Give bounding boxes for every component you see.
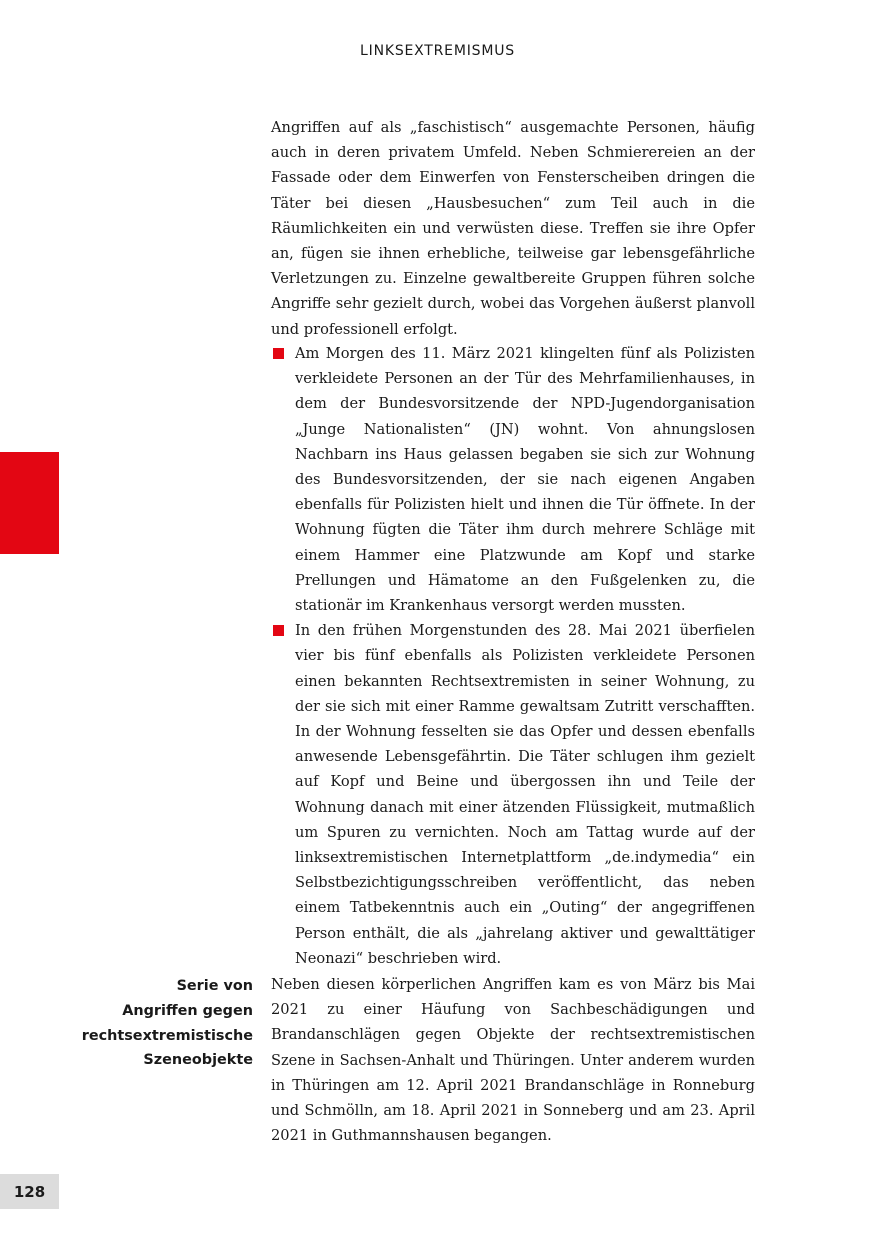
closing-paragraph: Neben diesen körperlichen Angriffen kam es von März bis Mai 2021 zu einer Häufung von Sachbeschädigungen und Brandanschlägen gegen Objekte der rechtsextremistischen Szene in Sachsen-Anhalt und Thüringen. Unter anderem wurden in Thüringen am 12. April 2021 Brandanschläge in Ronneburg und Schmölln, am 18. April 2021 in Sonneberg und am 23. April 2021 in Guthmannshausen begangen. — [271, 976, 755, 1145]
incident-list — [271, 341, 755, 971]
list-item — [271, 341, 755, 618]
margin-note-line: Angriffen gegen — [122, 1002, 253, 1019]
intro-paragraph: Angriffen auf als „faschistisch“ ausgemachte Personen, häufig auch in deren privatem Umfeld. Neben Schmierereien an der Fassade oder dem Einwerfen von Fensterscheiben dringen die Täter bei diesen „Hausbesuchen“ zum Teil auch in die Räumlichkeiten ein und verwüsten diese. Treffen sie ihre Opfer an, fügen sie ihnen erhebliche, teilweise gar lebensgefährliche Verletzungen zu. Einzelne gewaltbereite Gruppen führen solche Angriffe sehr gezielt durch, wobei das Vorgehen äußerst planvoll und professionell erfolgt. — [271, 119, 755, 338]
running-header: LINKSEXTREMISMUS — [360, 43, 515, 59]
margin-note-line: rechtsextremistische — [81, 1027, 253, 1044]
margin-note — [60, 974, 253, 1073]
chapter-tab-marker — [0, 452, 59, 554]
square-bullet-icon — [273, 348, 284, 359]
list-item-text: In den frühen Morgenstunden des 28. Mai 2021 überfielen vier bis fünf ebenfalls als Polizisten verkleidete Personen einen bekannten Rechtsextremisten in seiner Wohnung, zu der sie sich mit einer Ramme gewaltsam Zutritt verschafften. In der Wohnung fesselten sie das Opfer und dessen ebenfalls anwesende Lebensgefährtin. Die Täter schlugen ihm gezielt auf Kopf und Beine und übergossen ihn und Teile der Wohnung danach mit einer ätzenden Flüssigkeit, mutmaßlich um Spuren zu vernichten. Noch am Tattag wurde auf der linksextremistischen Internetplattform „de.indymedia“ ein Selbstbezichtigungsschreiben veröffentlicht, das neben einem Tatbekenntnis auch ein „Outing“ der angegriffenen Person enthält, die als „jahrelang aktiver und gewalttätiger Neonazi“ beschrieben wird. — [295, 622, 755, 967]
margin-note-line: Serie von — [176, 978, 253, 994]
page-number: 128 — [0, 1174, 59, 1209]
margin-note-line: Szeneobjekte — [143, 1052, 253, 1069]
list-item-text: Am Morgen des 11. März 2021 klingelten fünf als Polizisten verkleidete Personen an der Tür des Mehrfamilienhauses, in dem der Bundesvorsitzende der NPD-Jugendorganisation „Junge Nationalisten“ (JN) wohnt. Von ahnungslosen Nachbarn ins Haus gelassen begaben sie sich zur Wohnung des Bundesvorsitzenden, der sie nach eigenen Angaben ebenfalls für Polizisten hielt und ihnen die Tür öffnete. In der Wohnung fügten die Täter ihm durch mehrere Schläge mit einem Hammer eine Platzwunde am Kopf und starke Prellungen und Hämatome an den Fußgelenken zu, die stationär im Krankenhaus versorgt werden mussten. — [295, 345, 755, 615]
list-item — [271, 618, 755, 971]
square-bullet-icon — [273, 625, 284, 636]
